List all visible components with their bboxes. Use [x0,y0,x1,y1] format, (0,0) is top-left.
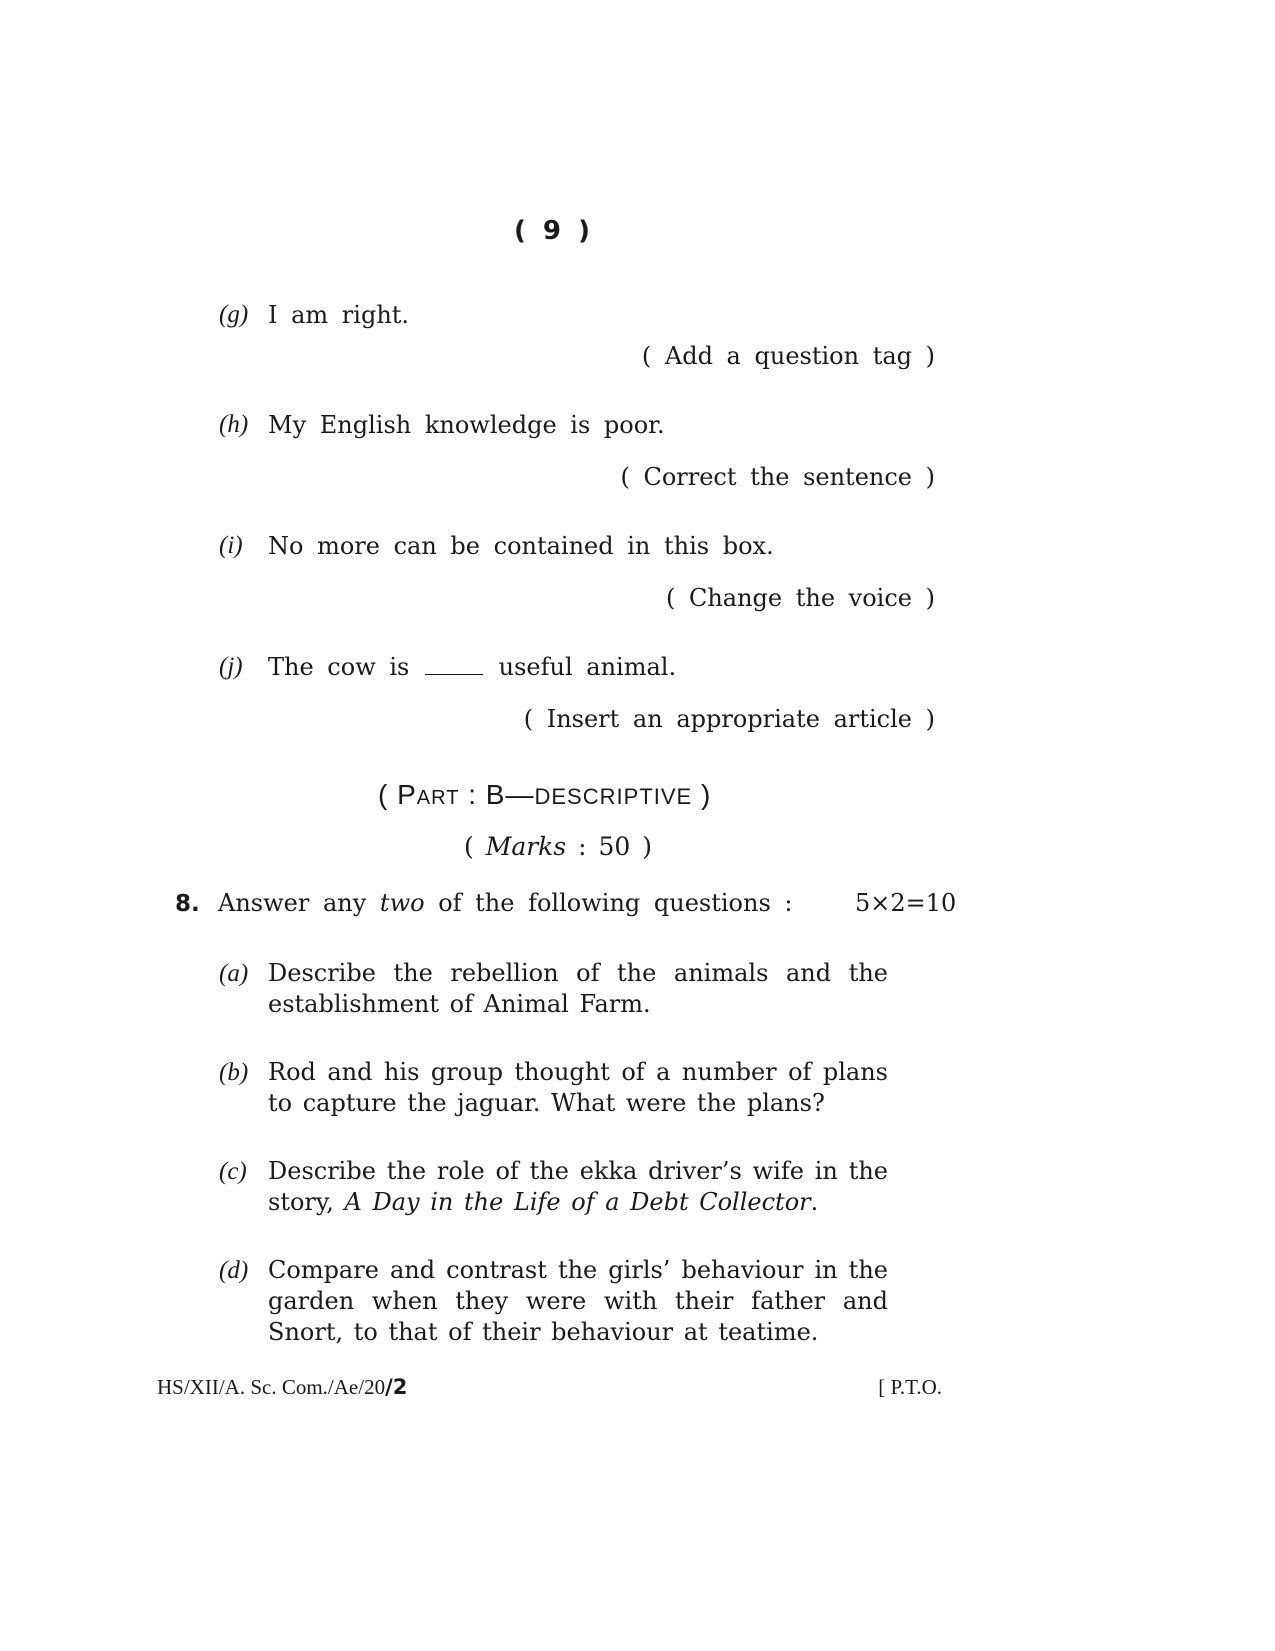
part-b-heading [378,779,711,811]
part-b-open: ( [378,779,389,810]
subq-c-story-title: A Day in the Life of a Debt Collector [344,1188,811,1216]
subq-b-text: Rod and his group thought of a number of plans to capture the jaguar. What were the plans? [268,1058,888,1117]
footer-code-text: HS/XII/A. Sc. Com./Ae/20 [157,1375,386,1399]
question-8-number: 8. [175,891,200,917]
question-8-prompt-emph: two [379,889,425,917]
part-b-word: DESCRIPTIVE [534,784,693,809]
item-j-label: (j) [219,653,243,680]
item-g-instruction: ( Add a question tag ) [641,342,935,370]
footer-code-bold: /2 [385,1375,408,1399]
subq-a-text: Describe the rebellion of the animals and the establishment of Animal Farm. [268,959,888,1018]
subq-b-label: (b) [219,1059,249,1086]
question-8-marks: 5×2=10 [855,889,957,917]
part-b-letter: B [485,779,506,810]
subq-a-label: (a) [219,960,249,987]
marks-sep: : [578,832,587,861]
item-g-text: I am right. [268,301,410,329]
question-8-prompt-before: Answer any [218,889,367,917]
subq-d-text: Compare and contrast the girls’ behaviour in the garden when they were with their father and Snort, to that of their behaviour at teatime. [268,1256,888,1346]
item-j-text-before: The cow is [268,653,410,681]
item-h-label: (h) [219,411,249,438]
footer-pto: [ P.T.O. [878,1375,942,1399]
marks-label: Marks [485,832,567,861]
item-h-text: My English knowledge is poor. [268,411,665,439]
page-number: ( 9 ) [514,216,594,246]
subq-c-text [268,1156,888,1218]
subq-c-text-after: . [810,1188,819,1216]
subq-d-label: (d) [219,1257,249,1284]
question-8-prompt-after: of the following questions : [438,889,793,917]
marks-open: ( [464,832,474,861]
part-b-close: ) [700,779,712,810]
item-h-instruction: ( Correct the sentence ) [620,463,935,491]
footer-code [157,1375,407,1400]
item-j-instruction: ( Insert an appropriate article ) [523,705,935,733]
item-i-text: No more can be contained in this box. [268,532,774,560]
answer-blank [425,656,483,675]
subq-c-label: (c) [219,1158,247,1185]
item-g-label: (g) [219,301,249,328]
item-i-label: (i) [219,532,243,559]
marks-value: 50 [598,832,631,861]
item-j-text [268,653,676,681]
part-b-colon: : [468,779,477,810]
item-j-text-after: useful animal. [498,653,677,681]
part-b-dash: — [505,779,535,810]
question-8-prompt [218,889,793,917]
item-i-instruction: ( Change the voice ) [665,584,935,612]
part-b-marks [464,832,652,861]
subq-c-text-before: Describe the role of the ekka driver’s wife in the story, [268,1157,888,1216]
marks-close: ) [642,832,653,861]
part-b-part-word: Part [397,779,460,810]
